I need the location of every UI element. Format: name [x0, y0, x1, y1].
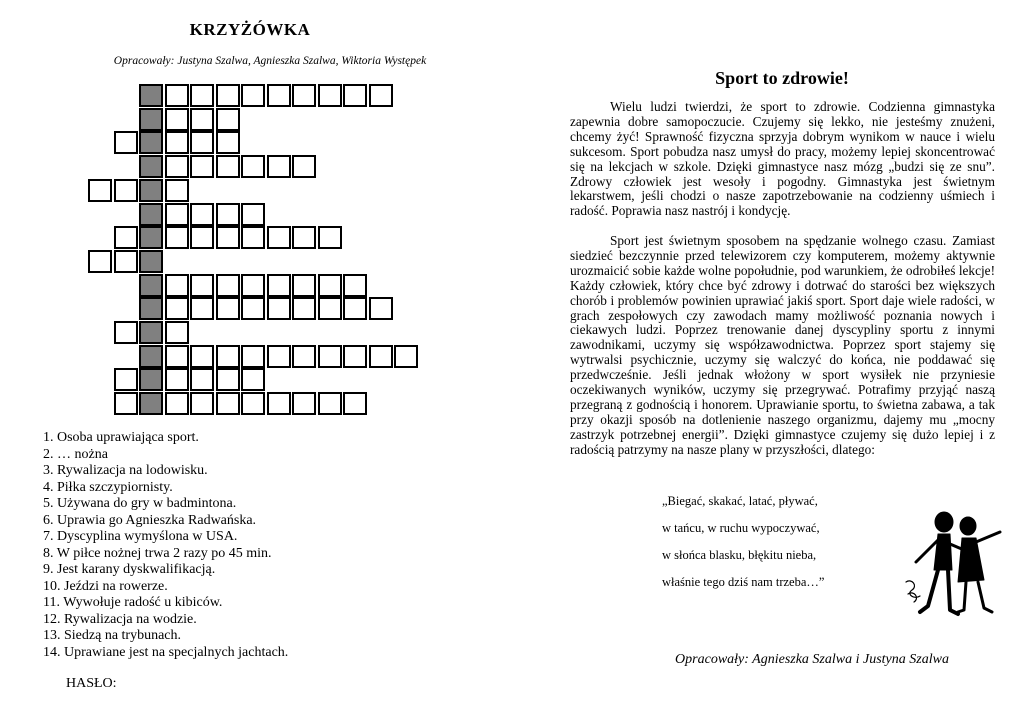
crossword-cell: [165, 155, 189, 178]
crossword-cell: [241, 345, 265, 368]
crossword-cell: [343, 84, 367, 107]
crossword-cell: [190, 274, 214, 297]
crossword-cell: [216, 155, 240, 178]
password-cell: [139, 274, 163, 297]
crossword-cell: [165, 321, 189, 344]
crossword-cell: [343, 274, 367, 297]
crossword-cell: [190, 203, 214, 226]
crossword-cell: [114, 179, 138, 202]
poem: [662, 488, 824, 596]
clue-item: 8. W piłce nożnej trwa 2 razy po 45 min.: [43, 545, 272, 561]
crossword-cell: [241, 297, 265, 320]
crossword-cell: [292, 274, 316, 297]
article-page: [512, 0, 1024, 724]
crossword-cell: [114, 250, 138, 273]
crossword-cell: [267, 226, 291, 249]
clue-item: 1. Osoba uprawiająca sport.: [43, 430, 199, 445]
article-paragraph-1: Wielu ludzi twierdzi, że sport to zdrowie. Codzienna gimnastyka zapewnia dobre samopoczucie. Czujemy się lekko, nie jesteśmy znużeni, chcemy żyć! Sprawność fizyczna sprzyja dobrym wynikom w nauce i wielu sukcesom. Sport pobudza nasz umysł do pracy, możemy lepiej skoncentrować się na lekcjach w szkole. Dzięki gimnastyce nasz mózg „budzi się ze snu”. Zdrowy człowiek jest wesoły i pogodny. Gimnastyka jest świetnym lekarstwem, jeśli chodzi o nasze zapotrzebowanie na codzienny uśmiech i radość. Poprawia nasz nastrój i kondycję.: [570, 99, 995, 219]
crossword-cell: [190, 108, 214, 131]
crossword-cell: [114, 392, 138, 415]
crossword-cell: [267, 84, 291, 107]
clue-item: 5. Używana do gry w badmintona.: [43, 496, 237, 511]
clue-item: 10. Jeździ na rowerze.: [43, 578, 168, 594]
crossword-cell: [318, 274, 342, 297]
crossword-cell: [241, 203, 265, 226]
crossword-cell: [165, 203, 189, 226]
crossword-cell: [394, 345, 418, 368]
crossword-cell: [114, 368, 138, 391]
crossword-title: KRZYŻÓWKA: [189, 20, 311, 39]
crossword-cell: [165, 274, 189, 297]
crossword-cell: [292, 392, 316, 415]
crossword-cell: [190, 84, 214, 107]
crossword-cell: [318, 297, 342, 320]
crossword-cell: [88, 250, 112, 273]
poem-line: w słońca blasku, błękitu nieba,: [662, 548, 817, 562]
crossword-cell: [267, 345, 291, 368]
crossword-cell: [318, 84, 342, 107]
password-cell: [139, 250, 163, 273]
crossword-clues: [43, 430, 288, 661]
crossword-cell: [190, 392, 214, 415]
password-cell: [139, 321, 163, 344]
password-cell: [139, 84, 163, 107]
crossword-cell: [292, 297, 316, 320]
clue-item: 7. Dyscyplina wymyślona w USA.: [43, 529, 238, 544]
crossword-cell: [292, 226, 316, 249]
password-cell: [139, 108, 163, 131]
crossword-cell: [216, 392, 240, 415]
clue-item: 6. Uprawia go Agnieszka Radwańska.: [43, 512, 257, 528]
crossword-cell: [343, 345, 367, 368]
crossword-cell: [190, 131, 214, 154]
crossword-cell: [241, 155, 265, 178]
crossword-cell: [292, 155, 316, 178]
crossword-cell: [216, 368, 240, 391]
clue-item: 11. Wywołuje radość u kibiców.: [43, 595, 223, 610]
crossword-cell: [216, 84, 240, 107]
crossword-cell: [241, 392, 265, 415]
crossword-cell: [318, 345, 342, 368]
crossword-cell: [241, 84, 265, 107]
crossword-cell: [292, 84, 316, 107]
dancing-couple-illustration: [904, 510, 1014, 630]
crossword-cell: [369, 297, 393, 320]
crossword-cell: [216, 203, 240, 226]
password-cell: [139, 392, 163, 415]
crossword-cell: [343, 392, 367, 415]
password-cell: [139, 297, 163, 320]
article-signature: Opracowały: Agnieszka Szalwa i Justyna Szalwa: [675, 652, 949, 667]
crossword-cell: [165, 84, 189, 107]
password-cell: [139, 131, 163, 154]
crossword-cell: [216, 274, 240, 297]
clue-item: 4. Piłka szczypiornisty.: [43, 479, 173, 495]
password-cell: [139, 368, 163, 391]
password-cell: [139, 155, 163, 178]
clue-item: 14. Uprawiane jest na specjalnych jachtach.: [43, 644, 289, 660]
crossword-cell: [241, 226, 265, 249]
crossword-cell: [114, 321, 138, 344]
crossword-cell: [190, 297, 214, 320]
poem-line: „Biegać, skakać, latać, pływać,: [662, 494, 818, 508]
crossword-cell: [165, 392, 189, 415]
password-cell: [139, 226, 163, 249]
crossword-cell: [165, 179, 189, 202]
clue-item: 3. Rywalizacja na lodowisku.: [43, 463, 208, 478]
password-cell: [139, 203, 163, 226]
password-label: HASŁO:: [66, 676, 117, 691]
crossword-cell: [114, 226, 138, 249]
crossword-authors: Opracowały: Justyna Szalwa, Agnieszka Szalwa, Wiktoria Występek: [113, 55, 427, 67]
crossword-cell: [114, 131, 138, 154]
crossword-cell: [216, 297, 240, 320]
crossword-cell: [165, 226, 189, 249]
password-cell: [139, 345, 163, 368]
crossword-cell: [165, 368, 189, 391]
crossword-cell: [165, 108, 189, 131]
crossword-cell: [241, 274, 265, 297]
clue-item: 9. Jest karany dyskwalifikacją.: [43, 562, 216, 577]
crossword-cell: [267, 274, 291, 297]
crossword-cell: [369, 345, 393, 368]
poem-line: właśnie tego dziś nam trzeba…”: [662, 575, 825, 589]
crossword-cell: [292, 345, 316, 368]
crossword-cell: [165, 297, 189, 320]
crossword-cell: [190, 155, 214, 178]
crossword-cell: [343, 297, 367, 320]
crossword-cell: [165, 345, 189, 368]
clue-item: 12. Rywalizacja na wodzie.: [43, 611, 197, 627]
crossword-cell: [318, 226, 342, 249]
crossword-cell: [216, 131, 240, 154]
crossword-cell: [267, 155, 291, 178]
article-title: Sport to zdrowie!: [715, 68, 849, 88]
crossword-cell: [190, 226, 214, 249]
crossword-cell: [216, 108, 240, 131]
crossword-cell: [216, 226, 240, 249]
crossword-cell: [241, 368, 265, 391]
article-paragraph-2: Sport jest świetnym sposobem na spędzanie wolnego czasu. Zamiast siedzieć bezczynnie przed telewizorem czy komputerem, możemy aktywnie urozmaicić sobie każde wolne popołudnie, pod warunkiem, że odrobiłeś lekcje! Każdy człowiek, który chce być zdrowy i dotrwać do starości bez większych chorób i problemów powinien uprawiać jakiś sport. Sport daje wiele radości, w grach zespołowych czy zawodach mamy możliwość poznania nowych i ciekawych ludzi. Poprzez trenowanie danej dyscypliny sportu z innymi zawodnikami, uczymy się współzawodnictwa. Poprzez sport stajemy się wytrwalsi psychicznie, uczymy się walczyć do końca, nie poddawać się przedwcześnie. Jeśli jednak włożony w sport wysiłek nie przyniesie oczekiwanych wyników, uczymy się przegrywać. Potrafimy przyjąć naszą przegraną z godnością i honorem. Uprawianie sportu, to świetna zabawa, a tak przy okazji sposób na dotlenienie naszego organizmu, dajemy mu „mocny zastrzyk potrzebnej energii”. Dzięki gimnastyce czujemy się dużo lepiej i z radością patrzymy na nasze plany w przyszłości, dlatego:: [570, 233, 995, 457]
clue-item: 2. … nożna: [43, 446, 108, 462]
poem-line: w tańcu, w ruchu wypoczywać,: [662, 521, 820, 535]
crossword-cell: [318, 392, 342, 415]
crossword-cell: [165, 131, 189, 154]
crossword-cell: [267, 392, 291, 415]
password-cell: [139, 179, 163, 202]
crossword-cell: [216, 345, 240, 368]
crossword-cell: [88, 179, 112, 202]
clue-item: 13. Siedzą na trybunach.: [43, 628, 182, 643]
crossword-cell: [369, 84, 393, 107]
crossword-cell: [190, 345, 214, 368]
crossword-grid: [0, 0, 512, 430]
crossword-cell: [267, 297, 291, 320]
crossword-cell: [190, 368, 214, 391]
